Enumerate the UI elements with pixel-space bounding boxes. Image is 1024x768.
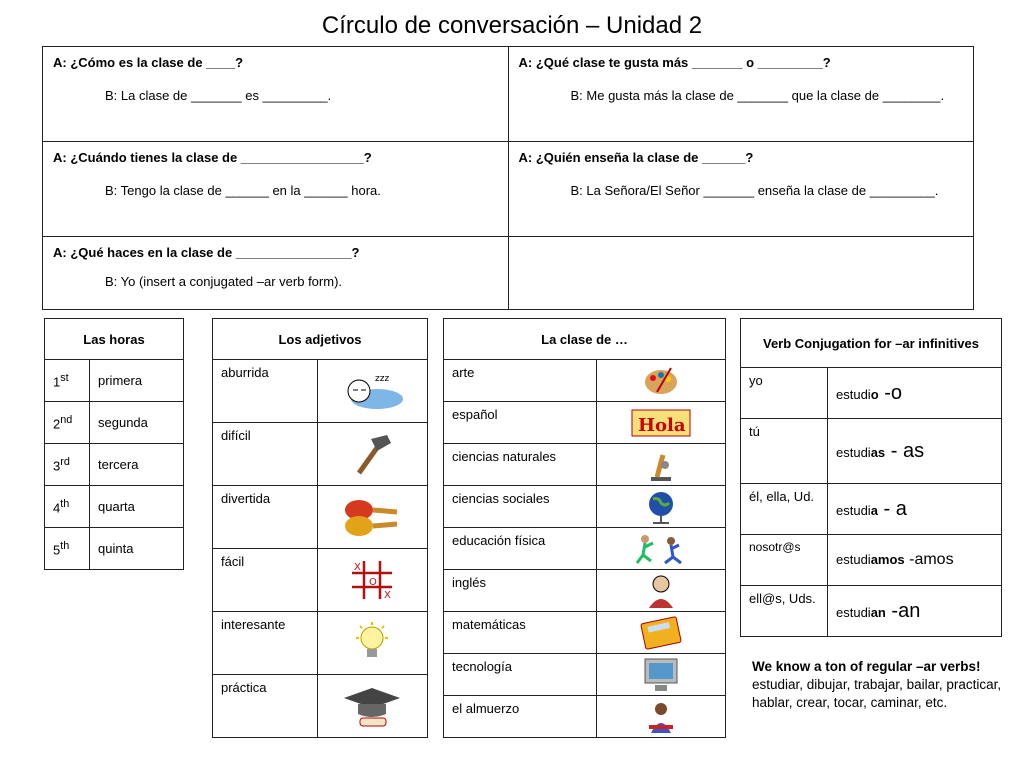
pronoun: ell@s, Uds. xyxy=(741,586,828,637)
class-word: matemáticas xyxy=(444,612,597,654)
prompt-cell xyxy=(43,237,509,310)
prompt-cell xyxy=(508,47,974,142)
adjectives-table xyxy=(212,318,428,738)
adjective-word: interesante xyxy=(213,612,318,675)
microscope-icon xyxy=(597,444,726,486)
adjectives-header: Los adjetivos xyxy=(213,319,428,360)
class-word: arte xyxy=(444,360,597,402)
answer-b: B: Yo (insert a conjugated –ar verb form). xyxy=(105,274,343,289)
prompt-cell xyxy=(43,142,509,237)
globe-icon xyxy=(597,486,726,528)
hola-sign-icon xyxy=(597,402,726,444)
hammer-icon xyxy=(317,423,427,486)
adjective-word: aburrida xyxy=(213,360,318,423)
exercising-people-icon xyxy=(597,528,726,570)
class-word: el almuerzo xyxy=(444,696,597,738)
page-title: Círculo de conversación – Unidad 2 xyxy=(321,12,703,39)
svg-text:Hola: Hola xyxy=(638,414,686,436)
hour-number: 5th xyxy=(45,528,90,570)
classes-header: La clase de … xyxy=(444,319,726,360)
hour-word: segunda xyxy=(90,402,184,444)
note-body: estudiar, dibujar, trabajar, bailar, practicar, hablar, crear, tocar, caminar, etc. xyxy=(752,677,1002,710)
answer-b: B: Tengo la clase de ______ en la ______ hora. xyxy=(105,183,381,198)
hour-number: 4th xyxy=(45,486,90,528)
pronoun: yo xyxy=(741,368,828,419)
answer-b: B: Me gusta más la clase de _______ que la clase de ________. xyxy=(570,88,945,103)
adjective-word: fácil xyxy=(213,549,318,612)
verb-conjugation-table xyxy=(740,318,1002,637)
hour-word: primera xyxy=(90,360,184,402)
ending: -amos xyxy=(904,551,954,568)
ending: -o xyxy=(878,381,902,404)
hours-table xyxy=(44,318,184,570)
pronoun: nosotr@s xyxy=(741,535,828,586)
class-word: inglés xyxy=(444,570,597,612)
empty-cell xyxy=(508,237,974,310)
question-a: A: ¿Cómo es la clase de ____? xyxy=(53,55,244,70)
svg-text:X: X xyxy=(354,562,362,573)
pronoun: él, ella, Ud. xyxy=(741,484,828,535)
class-word: español xyxy=(444,402,597,444)
class-word: ciencias sociales xyxy=(444,486,597,528)
shakespeare-icon xyxy=(597,570,726,612)
prompt-cell xyxy=(43,47,509,142)
class-word: ciencias naturales xyxy=(444,444,597,486)
answer-b: B: La clase de _______ es _________. xyxy=(105,88,332,103)
ending: - as xyxy=(885,439,925,462)
verb-form: estudia - a xyxy=(828,484,1002,535)
svg-text:X: X xyxy=(384,590,392,601)
question-a: A: ¿Cuándo tienes la clase de _________________? xyxy=(53,150,372,165)
hour-number: 2nd xyxy=(45,402,90,444)
question-a: A: ¿Quién enseña la clase de ______? xyxy=(518,150,754,165)
paint-palette-icon xyxy=(597,360,726,402)
class-word: educación física xyxy=(444,528,597,570)
class-word: tecnología xyxy=(444,654,597,696)
question-a: A: ¿Qué clase te gusta más _______ o _________? xyxy=(518,55,831,70)
person-eating-icon xyxy=(597,696,726,738)
ending: - a xyxy=(877,497,907,520)
verb-header: Verb Conjugation for –ar infinitives xyxy=(741,319,1002,368)
adjective-word: divertida xyxy=(213,486,318,549)
verbs-note xyxy=(752,658,1002,712)
bored-sleeping-icon xyxy=(317,360,427,423)
pronoun: tú xyxy=(741,419,828,484)
prompt-cell xyxy=(508,142,974,237)
verb-form: estudio -o xyxy=(828,368,1002,419)
hours-header: Las horas xyxy=(45,319,184,360)
calculator-icon xyxy=(597,612,726,654)
hour-word: tercera xyxy=(90,444,184,486)
verb-form: estudian -an xyxy=(828,586,1002,637)
svg-text:O: O xyxy=(369,577,378,588)
graduation-cap-icon xyxy=(317,675,427,738)
hour-number: 1st xyxy=(45,360,90,402)
hour-word: quarta xyxy=(90,486,184,528)
tic-tac-toe-icon xyxy=(317,549,427,612)
ending: -an xyxy=(885,599,921,622)
conversation-table xyxy=(42,46,974,310)
verb-form: estudias - as xyxy=(828,419,1002,484)
lightbulb-icon xyxy=(317,612,427,675)
hour-word: quinta xyxy=(90,528,184,570)
classes-table xyxy=(443,318,726,738)
hour-number: 3rd xyxy=(45,444,90,486)
question-a: A: ¿Qué haces en la clase de ________________? xyxy=(53,245,360,260)
adjective-word: práctica xyxy=(213,675,318,738)
verb-form: estudiamos -amos xyxy=(828,535,1002,586)
adjective-word: difícil xyxy=(213,423,318,486)
maracas-icon xyxy=(317,486,427,549)
answer-b: B: La Señora/El Señor _______ enseña la clase de _________. xyxy=(570,183,939,198)
note-heading: We know a ton of regular –ar verbs! xyxy=(752,659,981,674)
svg-text:zzz: zzz xyxy=(375,374,390,384)
computer-monitor-icon xyxy=(597,654,726,696)
